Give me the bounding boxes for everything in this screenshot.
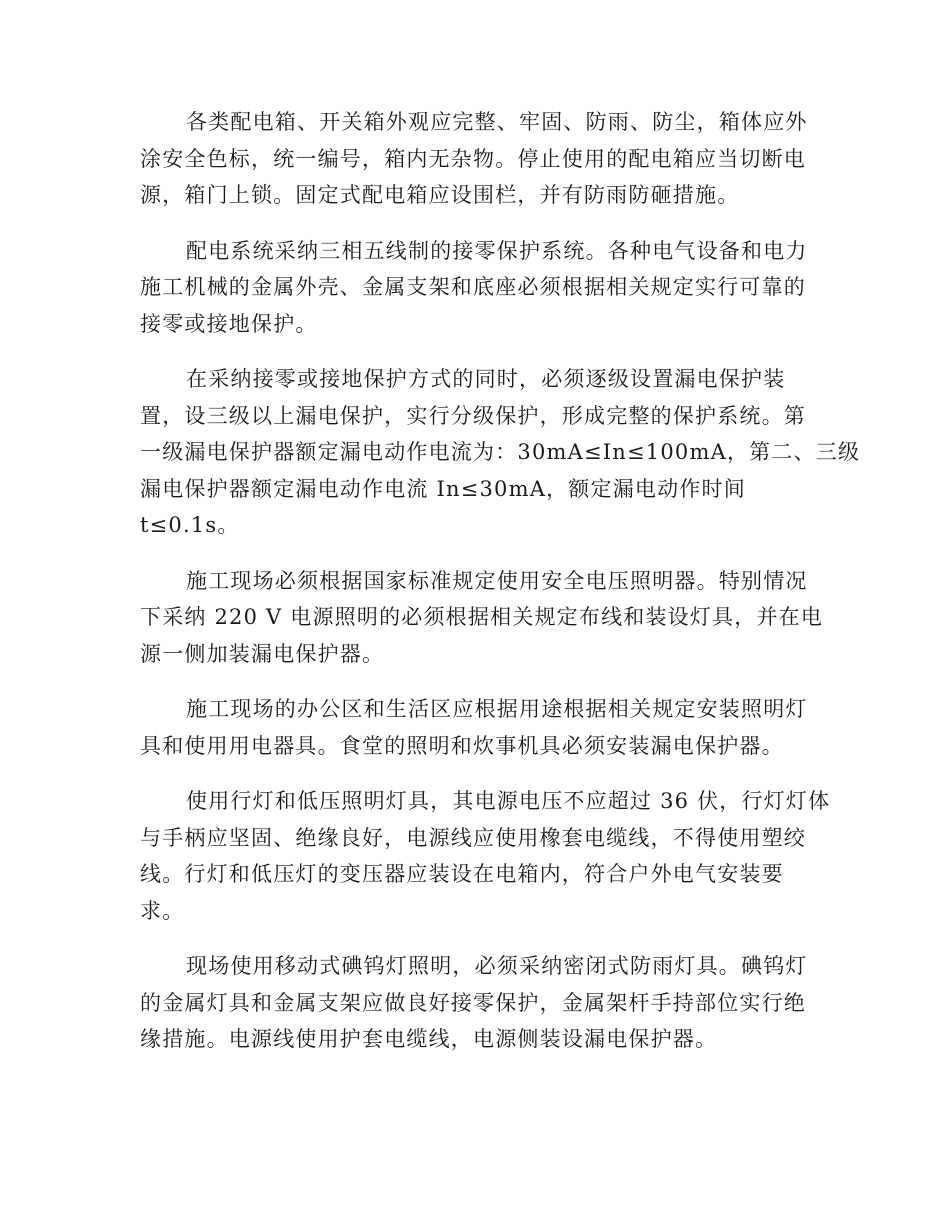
paragraph-line: 接零或接地保护。 [140, 311, 318, 336]
paragraph-iodine-tungsten-lamps [140, 948, 812, 1058]
paragraph-line: 在采纳接零或接地保护方式的同时，必须逐级设置漏电保护装 [186, 367, 786, 391]
paragraph-line: 施工现场必须根据国家标准规定使用安全电压照明器。特别情况 [186, 568, 808, 593]
paragraph-line: 一级漏电保护器额定漏电动作电流为：30mA≤In≤100mA，第二、三级 [140, 440, 861, 464]
paragraph-line: 置，设三级以上漏电保护，实行分级保护，形成完整的保护系统。第 [140, 403, 806, 428]
paragraph-line: 涂安全色标，统一编号，箱内无杂物。停止使用的配电箱应当切断电 [140, 146, 806, 171]
paragraph-office-living-area [140, 691, 812, 764]
paragraph-portable-lamps [140, 783, 831, 929]
paragraph-line: 现场使用移动式碘钨灯照明，必须采纳密闭式防雨灯具。碘钨灯 [186, 954, 808, 978]
paragraph-grounding-system [140, 233, 812, 343]
paragraph-line: 具和使用用电器具。食堂的照明和炊事机具必须安装漏电保护器。 [140, 733, 784, 758]
paragraph-line: 求。 [140, 898, 185, 923]
paragraph-line: 使用行灯和低压照明灯具，其电源电压不应超过 36 伏，行灯灯体 [186, 789, 831, 813]
paragraph-line: 线。行灯和低压灯的变压器应装设在电箱内，符合户外电气安装要 [140, 862, 784, 886]
paragraph-leakage-protection [140, 361, 861, 544]
paragraph-line: 施工现场的办公区和生活区应根据用途根据相关规定安装照明灯 [186, 697, 808, 721]
paragraph-line: 施工机械的金属外壳、金属支架和底座必须根据相关规定实行可靠的 [140, 275, 806, 299]
paragraph-line: 缘措施。电源线使用护套电缆线，电源侧装设漏电保护器。 [140, 1027, 718, 1051]
paragraph-line: 配电系统采纳三相五线制的接零保护系统。各种电气设备和电力 [186, 238, 808, 263]
paragraph-line: 下采纳 220 V 电源照明的必须根据相关规定布线和装设灯具，并在电 [140, 605, 824, 629]
paragraph-line: 漏电保护器额定漏电动作电流 In≤30mA，额定漏电动作时间 [140, 476, 746, 501]
paragraph-line: 与手柄应坚固、绝缘良好，电源线应使用橡套电缆线，不得使用塑绞 [140, 825, 806, 850]
paragraph-safe-voltage-lighting [140, 563, 824, 673]
paragraph-line: 的金属灯具和金属支架应做良好接零保护，金属架杆手持部位实行绝 [140, 990, 806, 1015]
paragraph-line: 源一侧加装漏电保护器。 [140, 641, 385, 666]
paragraph-line: t≤0.1s。 [140, 513, 240, 537]
paragraph-line: 源，箱门上锁。固定式配电箱应设围栏，并有防雨防砸措施。 [140, 183, 740, 207]
paragraph-line: 各类配电箱、开关箱外观应完整、牢固、防雨、防尘，箱体应外 [186, 110, 808, 134]
paragraph-distribution-box [140, 104, 812, 214]
document-body [140, 104, 861, 1077]
